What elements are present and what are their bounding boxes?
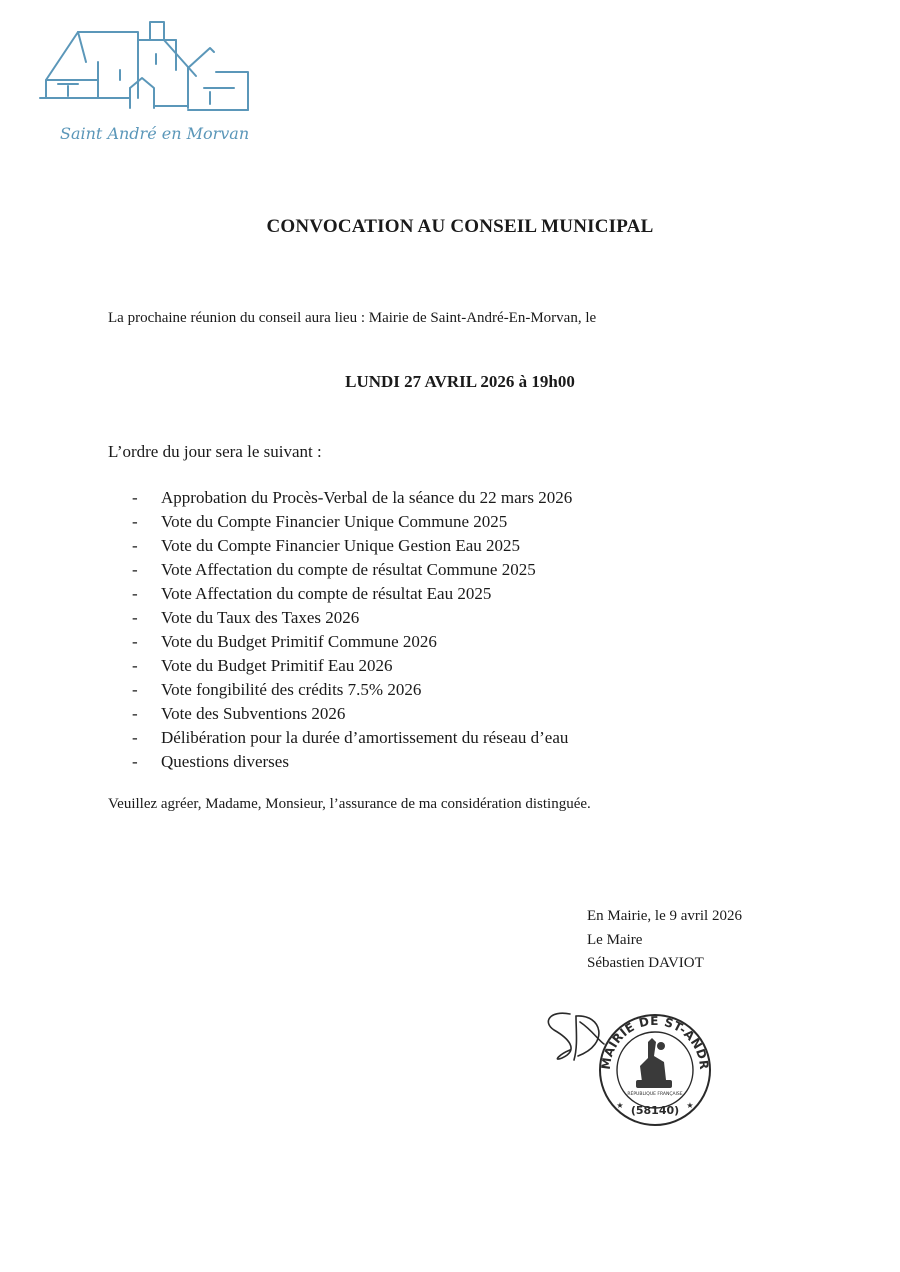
agenda-item [132,534,572,558]
marianne-emblem-icon [636,1038,672,1088]
logo-text: Saint André en Morvan [60,124,250,143]
agenda-item [132,606,572,630]
stamp-postal-code: (58140) [630,1104,680,1117]
agenda-item-text: Vote du Budget Primitif Commune 2026 [161,632,437,651]
agenda-item [132,702,572,726]
agenda-item [132,582,572,606]
stamp-republic-text: RÉPUBLIQUE FRANÇAISE [627,1092,683,1097]
signer-name: Sébastien DAVIOT [587,955,704,971]
agenda-item-text: Vote du Taux des Taxes 2026 [161,608,360,627]
star-icon: ★ [686,1101,694,1110]
bullet-dash: - [132,584,138,603]
meeting-date: LUNDI 27 AVRIL 2026 à 19h00 [345,372,575,391]
agenda-item-text: Questions diverses [161,752,289,771]
agenda-item [132,678,572,702]
signature-block [587,905,742,976]
village-drawing-icon [38,18,253,123]
agenda-item [132,750,572,774]
agenda-item-text: Approbation du Procès-Verbal de la séance du 22 mars 2026 [161,488,573,507]
agenda-item [132,726,572,750]
agenda-intro: L’ordre du jour sera le suivant : [108,442,322,461]
agenda-item [132,510,572,534]
bullet-dash: - [132,728,138,747]
agenda-item-text: Délibération pour la durée d’amortissement du réseau d’eau [161,728,569,747]
bullet-dash: - [132,704,138,723]
svg-text:MAIRIE DE ST-ANDRÉ-EN-MORVAN [540,1000,711,1071]
stamp-ring-text: MAIRIE DE ST-ANDR [598,1013,712,1071]
agenda-item-text: Vote Affectation du compte de résultat Eau 2025 [161,584,492,603]
intro-paragraph: La prochaine réunion du conseil aura lieu : Mairie de Saint-André-En-Morvan, le [108,310,597,326]
agenda-item-text: Vote des Subventions 2026 [161,704,346,723]
document-title: CONVOCATION AU CONSEIL MUNICIPAL [266,216,654,237]
agenda-item [132,558,572,582]
bullet-dash: - [132,656,138,675]
agenda-item-text: Vote du Budget Primitif Eau 2026 [161,656,393,675]
bullet-dash: - [132,560,138,579]
agenda-item [132,630,572,654]
signer-role: Le Maire [587,931,643,948]
agenda-item-text: Vote fongibilité des crédits 7.5% 2026 [161,680,422,699]
place-date: En Mairie, le 9 avril 2026 [587,908,742,924]
bullet-dash: - [132,752,138,771]
agenda-item [132,654,572,678]
agenda-item-text: Vote du Compte Financier Unique Commune 2025 [161,512,508,531]
bullet-dash: - [132,512,138,531]
star-icon: ★ [616,1101,624,1110]
bullet-dash: - [132,608,138,627]
bullet-dash: - [132,536,138,555]
agenda-list [132,486,572,774]
bullet-dash: - [132,488,138,507]
agenda-item-text: Vote Affectation du compte de résultat Commune 2025 [161,560,536,579]
closing-paragraph: Veuillez agréer, Madame, Monsieur, l’assurance de ma considération distinguée. [108,796,591,812]
agenda-item-text: Vote du Compte Financier Unique Gestion Eau 2025 [161,536,520,555]
official-stamp-icon [540,1000,720,1130]
municipality-logo [38,18,253,148]
handwritten-signature-icon [548,1013,604,1060]
bullet-dash: - [132,632,138,651]
signature-and-stamp [540,1000,720,1135]
agenda-item [132,486,572,510]
bullet-dash: - [132,680,138,699]
